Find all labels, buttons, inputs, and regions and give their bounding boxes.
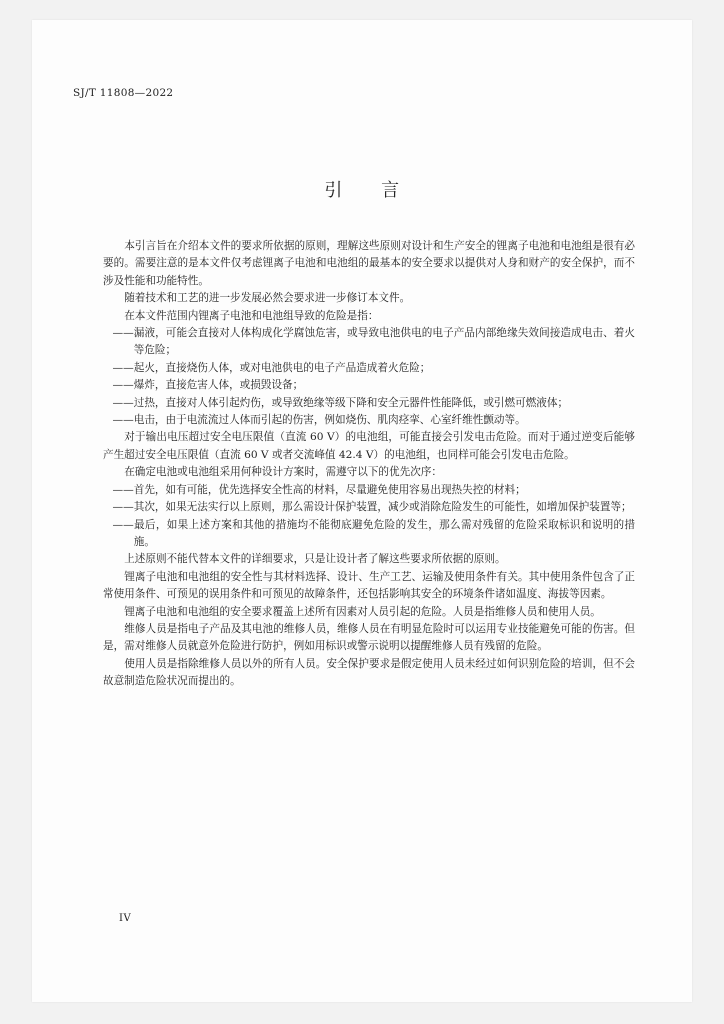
paragraph: 维修人员是指电子产品及其电池的维修人员，维修人员在有明显危险时可以运用专业技能避免可能的伤害。但是，需对维修人员就意外危险进行防护，例如用标识或警示说明以提醒维修人员有残留的危险。 xyxy=(103,622,635,653)
paragraph: 上述原则不能代替本文件的详细要求，只是让设计者了解这些要求所依据的原则。 xyxy=(124,553,506,566)
paragraph: 在本文件范围内锂离子电池和电池组导致的危险是指： xyxy=(124,309,379,322)
standard-number: SJ/T 11808—2022 xyxy=(73,87,174,99)
paragraph: 锂离子电池和电池组的安全性与其材料选择、设计、生产工艺、运输及使用条件有关。其中使用条件包含了正常使用条件、可预见的误用条件和可预见的故障条件，还包括影响其安全的环境条件诸如温度、海拔等因素。 xyxy=(103,570,635,601)
hazard-list-item: ——爆炸，直接危害人体，或损毁设备； xyxy=(112,379,304,392)
hazard-list-item: ——过热，直接对人体引起灼伤，或导致绝缘等级下降和安全元器件性能降低，或引燃可燃液体； xyxy=(112,396,569,409)
paragraph: 在确定电池或电池组采用何种设计方案时，需遵守以下的优先次序： xyxy=(124,466,442,479)
priority-list-item: ——其次，如果无法实行以上原则，那么需设计保护装置，减少或消除危险发生的可能性，如增加保护装置等； xyxy=(112,501,632,514)
paragraph: 锂离子电池和电池组的安全要求覆盖上述所有因素对人员引起的危险。人员是指维修人员和使用人员。 xyxy=(124,605,601,618)
paragraph: 随着技术和工艺的进一步发展必然会要求进一步修订本文件。 xyxy=(124,292,411,305)
priority-list-item: ——首先，如有可能，优先选择安全性高的材料，尽量避免使用容易出现热失控的材料； xyxy=(112,483,526,496)
paragraph: 本引言旨在介绍本文件的要求所依据的原则，理解这些原则对设计和生产安全的锂离子电池和电池组是很有必要的。需要注意的是本文件仅考虑锂离子电池和电池组的最基本的安全要求以提供对人身和财产的安全保护，而不涉及性能和功能特性。 xyxy=(103,240,635,287)
paragraph: 对于输出电压超过安全电压限值（直流 60 V）的电池组，可能直接会引发电击危险。而对于通过逆变后能够产生超过安全电压限值（直流 60 V 或者交流峰值 42.4 V）的电池组，也同样可能会引发电击危险。 xyxy=(103,431,635,461)
hazard-list-item: ——电击，由于电流流过人体而引起的伤害，例如烧伤、肌肉痉挛、心室纤维性颤动等。 xyxy=(112,414,526,427)
priority-list-item: ——最后，如果上述方案和其他的措施均不能彻底避免危险的发生，那么需对残留的危险采取标识和说明的措施。 xyxy=(112,518,635,548)
page-number: IV xyxy=(119,913,132,924)
paragraph: 使用人员是指除维修人员以外的所有人员。安全保护要求是假定使用人员未经过如何识别危险的培训，但不会故意制造危险状况而提出的。 xyxy=(103,657,635,688)
page-title xyxy=(0,176,724,202)
hazard-list-item: ——起火，直接烧伤人体，或对电池供电的电子产品造成着火危险； xyxy=(112,361,431,374)
title-char-2: 言 xyxy=(381,180,400,201)
hazard-list-item: ——漏液，可能会直接对人体构成化学腐蚀危害，或导致电池供电的电子产品内部绝缘失效间接造成电击、着火等危险； xyxy=(112,327,635,357)
body-text xyxy=(103,238,635,691)
title-char-1: 引 xyxy=(324,180,343,201)
